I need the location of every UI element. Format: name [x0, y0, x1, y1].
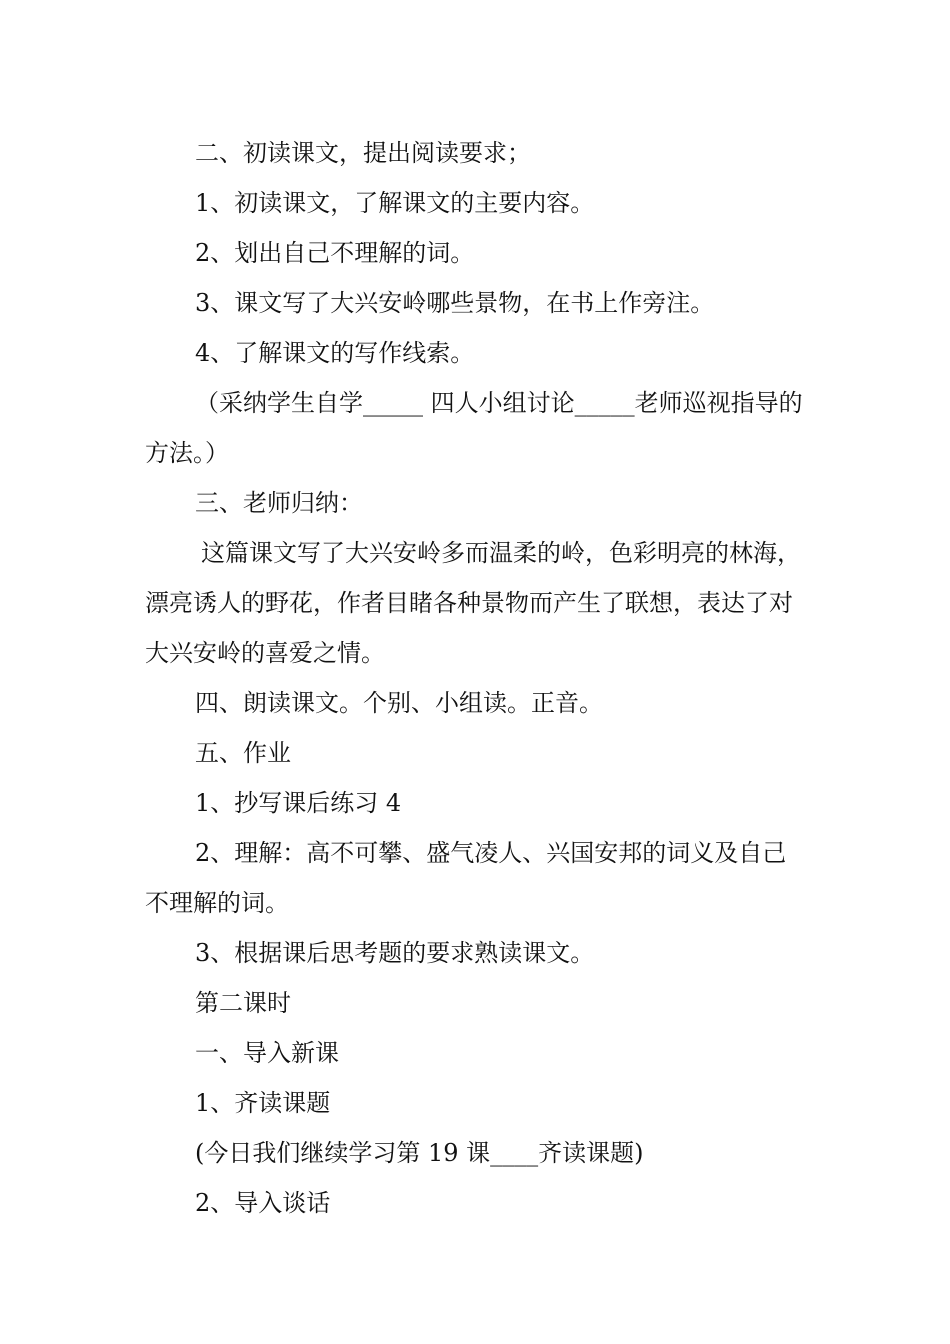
- list-item: 3、根据课后思考题的要求熟读课文。: [195, 939, 595, 967]
- lesson-period-title: 第二课时: [195, 989, 291, 1017]
- list-item: 1、抄写课后练习 4: [195, 789, 402, 817]
- list-item: 1、初读课文，了解课文的主要内容。: [195, 189, 595, 217]
- method-note: （采纳学生自学_____ 四人小组讨论_____老师巡视指导的方法。）: [145, 389, 803, 467]
- summary-paragraph: 这篇课文写了大兴安岭多而温柔的岭，色彩明亮的林海，漂亮诱人的野花，作者目睹各种景物而产生了联想，表达了对大兴安岭的喜爱之情。: [145, 539, 801, 667]
- section-heading-first-reading: 二、初读课文，提出阅读要求；: [195, 139, 531, 167]
- section-heading-homework: 五、作业: [195, 739, 291, 767]
- list-item: 1、齐读课题: [195, 1089, 331, 1117]
- document-body: [145, 128, 810, 1228]
- list-item: 2、划出自己不理解的词。: [195, 239, 475, 267]
- list-item: 2、理解：高不可攀、盛气凌人、兴国安邦的词义及自己不理解的词。: [145, 839, 787, 917]
- list-item: 4、了解课文的写作线索。: [195, 339, 475, 367]
- section-heading-reading-aloud: 四、朗读课文。个别、小组读。正音。: [195, 689, 603, 717]
- parenthetical-note: (今日我们继续学习第 19 课____齐读课题): [195, 1139, 644, 1167]
- section-heading-introduction: 一、导入新课: [195, 1039, 339, 1067]
- list-item: 3、课文写了大兴安岭哪些景物，在书上作旁注。: [195, 289, 715, 317]
- list-item: 2、导入谈话: [195, 1189, 331, 1217]
- section-heading-summary: 三、老师归纳：: [195, 489, 363, 517]
